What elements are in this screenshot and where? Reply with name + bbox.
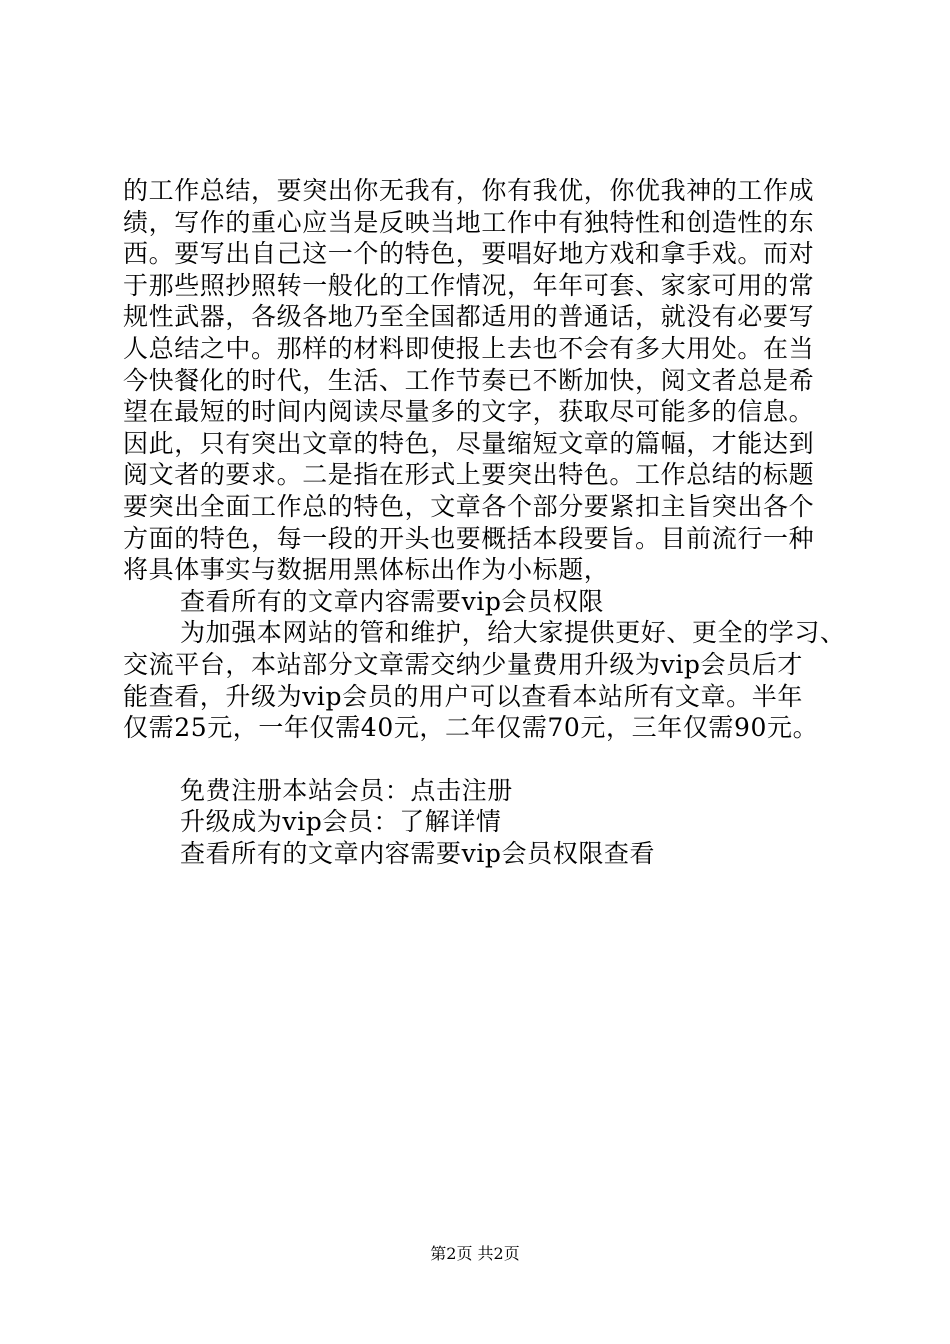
body-line: 人总结之中。那样的材料即使报上去也不会有多大用处。在当 xyxy=(123,333,815,363)
vip-notice: 查看所有的文章内容需要vip会员权限 xyxy=(180,586,604,616)
register-line[interactable]: 免费注册本站会员：点击注册 xyxy=(180,775,513,805)
view-line[interactable]: 查看所有的文章内容需要vip会员权限查看 xyxy=(180,838,656,868)
document-body xyxy=(123,175,846,869)
body-line: 要突出全面工作总的特色，文章各个部分要紧扣主旨突出各个 xyxy=(123,491,815,521)
body-line: 将具体事实与数据用黑体标出作为小标题， xyxy=(123,555,610,585)
paragraph-spacer xyxy=(123,744,835,775)
body-line: 今快餐化的时代，生活、工作节奏已不断加快，阅文者总是希 xyxy=(123,365,815,395)
body-line: 绩，写作的重心应当是反映当地工作中有独特性和创造性的东 xyxy=(123,207,815,237)
body-line: 因此，只有突出文章的特色，尽量缩短文章的篇幅，才能达到 xyxy=(123,428,815,458)
body-line: 西。要写出自己这一个的特色，要唱好地方戏和拿手戏。而对 xyxy=(123,239,815,269)
vip-paragraph-line: 仅需25元，一年仅需40元，二年仅需70元，三年仅需90元。 xyxy=(123,713,819,743)
page-number-footer: 第2页 共2页 xyxy=(430,1244,520,1263)
upgrade-line[interactable]: 升级成为vip会员：了解详情 xyxy=(180,807,502,837)
body-line: 望在最短的时间内阅读尽量多的文字，获取尽可能多的信息。 xyxy=(123,397,815,427)
body-line: 的工作总结，要突出你无我有，你有我优，你优我神的工作成 xyxy=(123,176,815,205)
vip-paragraph-line: 交流平台，本站部分文章需交纳少量费用升级为vip会员后才 xyxy=(123,649,803,679)
vip-paragraph-line: 为加强本网站的管和维护，给大家提供更好、更全的学习、 xyxy=(180,618,846,648)
vip-paragraph-line: 能查看，升级为vip会员的用户可以查看本站所有文章。半年 xyxy=(123,681,803,711)
body-line: 规性武器，各级各地乃至全国都适用的普通话，就没有必要写 xyxy=(123,302,815,332)
body-line: 方面的特色，每一段的开头也要概括本段要旨。目前流行一种 xyxy=(123,523,815,553)
body-line: 阅文者的要求。二是指在形式上要突出特色。工作总结的标题 xyxy=(123,460,815,490)
body-line: 于那些照抄照转一般化的工作情况，年年可套、家家可用的常 xyxy=(123,270,815,300)
